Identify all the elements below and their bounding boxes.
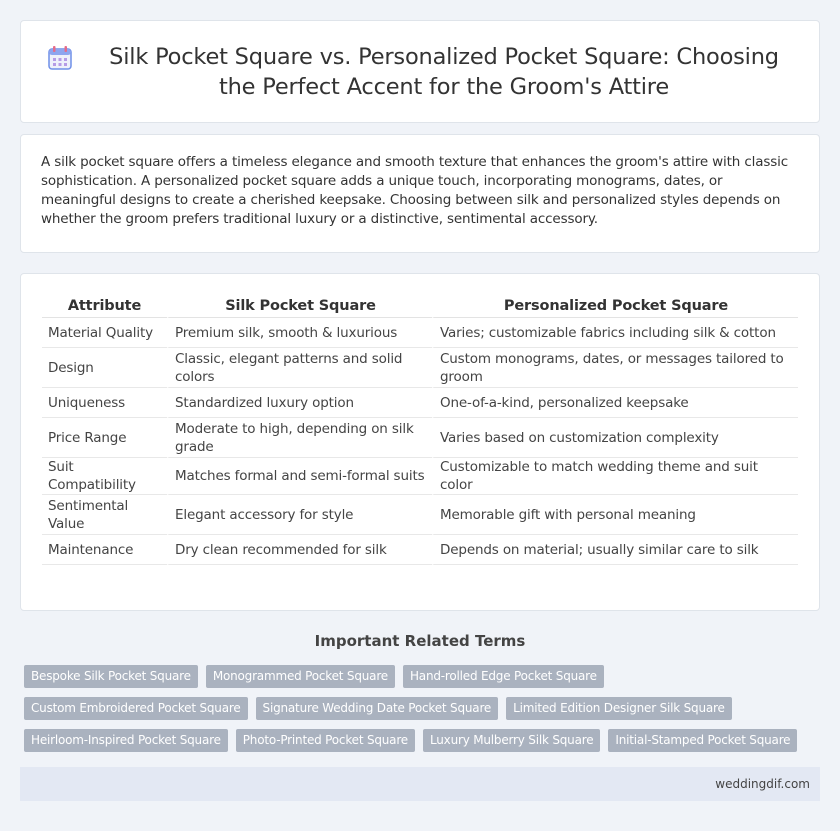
row-attribute: Maintenance xyxy=(42,535,167,565)
row-attribute: Price Range xyxy=(42,418,167,458)
row-personalized: Memorable gift with personal meaning xyxy=(432,495,798,535)
related-terms-list xyxy=(24,665,824,752)
row-silk: Standardized luxury option xyxy=(167,388,432,418)
row-personalized: One-of-a-kind, personalized keepsake xyxy=(432,388,798,418)
related-terms-heading: Important Related Terms xyxy=(314,632,526,650)
table-row xyxy=(42,495,798,535)
table-row xyxy=(42,388,798,418)
related-term-tag[interactable]: Photo-Printed Pocket Square xyxy=(236,729,415,752)
row-personalized: Custom monograms, dates, or messages tailored to groom xyxy=(432,348,798,388)
table-row xyxy=(42,458,798,495)
related-term-tag[interactable]: Monogrammed Pocket Square xyxy=(206,665,395,688)
header-silk: Silk Pocket Square xyxy=(167,294,432,318)
row-personalized: Varies; customizable fabrics including silk & cotton xyxy=(432,318,798,348)
table-row xyxy=(42,318,798,348)
table-header-row xyxy=(42,294,798,318)
related-term-tag[interactable]: Bespoke Silk Pocket Square xyxy=(24,665,198,688)
header-attribute: Attribute xyxy=(42,294,167,318)
calendar-icon xyxy=(46,44,74,72)
row-personalized: Varies based on customization complexity xyxy=(432,418,798,458)
intro-card xyxy=(20,134,820,253)
related-term-tag[interactable]: Signature Wedding Date Pocket Square xyxy=(256,697,499,720)
related-term-tag[interactable]: Luxury Mulberry Silk Square xyxy=(423,729,600,752)
page-title: Silk Pocket Square vs. Personalized Pocket Square: Choosing the Perfect Accent for the Groom's Attire xyxy=(109,43,779,100)
related-term-tag[interactable]: Initial-Stamped Pocket Square xyxy=(608,729,797,752)
row-silk: Moderate to high, depending on silk grade xyxy=(167,418,432,458)
row-silk: Classic, elegant patterns and solid colors xyxy=(167,348,432,388)
title-card xyxy=(20,20,820,123)
related-term-tag[interactable]: Custom Embroidered Pocket Square xyxy=(24,697,248,720)
table-row xyxy=(42,535,798,565)
row-silk: Matches formal and semi-formal suits xyxy=(167,458,432,495)
comparison-table xyxy=(42,294,798,565)
title-wrap xyxy=(21,21,819,122)
row-attribute: Suit Compatibility xyxy=(42,458,167,495)
table-row xyxy=(42,418,798,458)
footer xyxy=(20,767,820,801)
row-silk: Elegant accessory for style xyxy=(167,495,432,535)
header-personalized: Personalized Pocket Square xyxy=(432,294,798,318)
row-silk: Premium silk, smooth & luxurious xyxy=(167,318,432,348)
row-silk: Dry clean recommended for silk xyxy=(167,535,432,565)
related-term-tag[interactable]: Limited Edition Designer Silk Square xyxy=(506,697,732,720)
row-personalized: Depends on material; usually similar care to silk xyxy=(432,535,798,565)
row-attribute: Uniqueness xyxy=(42,388,167,418)
related-term-tag[interactable]: Hand-rolled Edge Pocket Square xyxy=(403,665,604,688)
row-attribute: Design xyxy=(42,348,167,388)
related-term-tag[interactable]: Heirloom-Inspired Pocket Square xyxy=(24,729,228,752)
intro-paragraph: A silk pocket square offers a timeless elegance and smooth texture that enhances the groom's attire with classic sophistication. A personalized pocket square adds a unique touch, incorporating monograms, dates, or meaningful designs to create a cherished keepsake. Choosing between silk and personalized styles depends on whether the groom prefers traditional luxury or a distinctive, sentimental accessory. xyxy=(41,154,788,227)
comparison-card xyxy=(20,273,820,611)
row-attribute: Sentimental Value xyxy=(42,495,167,535)
table-row xyxy=(42,348,798,388)
row-attribute: Material Quality xyxy=(42,318,167,348)
row-personalized: Customizable to match wedding theme and suit color xyxy=(432,458,798,495)
footer-site-link[interactable]: weddingdif.com xyxy=(715,777,810,791)
